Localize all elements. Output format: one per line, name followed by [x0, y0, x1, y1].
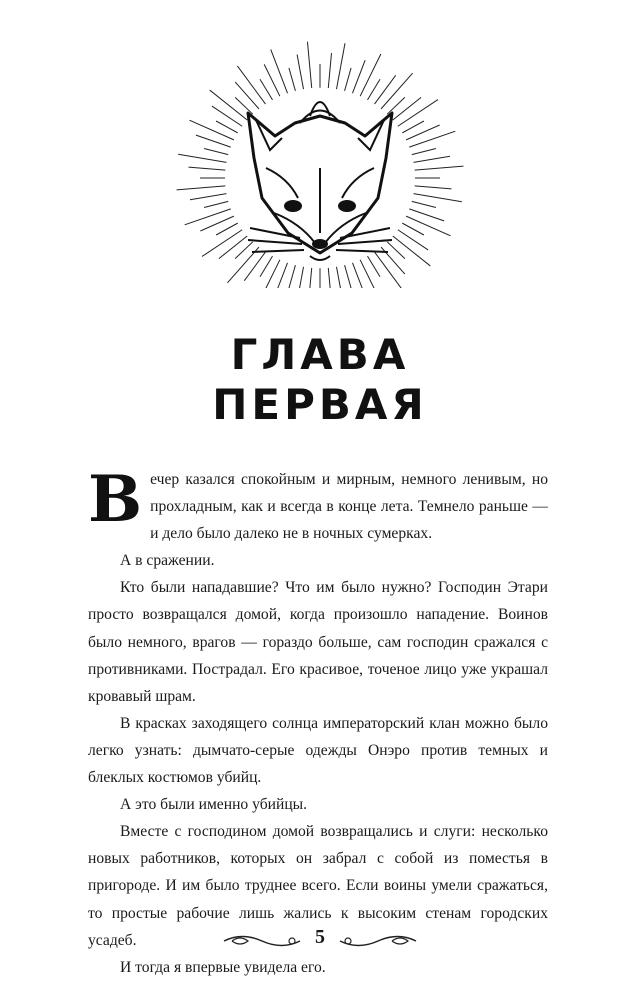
sunburst-ray: [415, 166, 464, 170]
sunburst-ray: [235, 82, 259, 109]
sunburst-ray: [271, 49, 288, 93]
fox-head-icon: [170, 28, 470, 288]
sunburst-ray: [398, 230, 428, 250]
sunburst-ray: [360, 260, 376, 288]
sunburst-ray: [381, 73, 412, 109]
sunburst-ray: [402, 121, 424, 133]
sunburst-ray: [307, 42, 311, 88]
sunburst-ray: [210, 90, 248, 120]
sunburst-ray: [235, 242, 253, 259]
paragraph-3: Кто были нападавшие? Что им было нужно? Господин Этари просто возвращался домой, когда произошло нападение. Воинов было немного, врагов — гораздо больше, сам господин сражался с противниками. Пострадал. Его красивое, точеное лицо уже украшал кровавый шрам.: [88, 579, 548, 705]
sunburst-ray: [387, 242, 405, 259]
sunburst-ray: [409, 131, 455, 147]
sunburst-ray: [412, 201, 436, 207]
sunburst-ray: [289, 265, 295, 288]
sunburst-ray: [374, 252, 402, 288]
paragraph-7: И тогда я впервые увидела его.: [120, 958, 326, 976]
sunburst-ray: [402, 223, 424, 235]
sunburst-ray: [360, 54, 381, 96]
sunburst-ray: [260, 256, 273, 277]
sunburst-ray: [328, 268, 332, 288]
sunburst-ray: [414, 194, 462, 202]
sunburst-ray: [212, 106, 242, 126]
paragraph-4: В красках заходящего солнца императорский клан можно было легко узнать: дымчато-серые одежды Онэро против темных и блеклых костюмов убийц.: [88, 714, 548, 787]
sunburst-ray: [264, 64, 280, 96]
sunburst-ray: [244, 252, 265, 281]
sunburst-ray: [178, 154, 226, 162]
sunburst-ray: [409, 209, 444, 221]
chapter-title-line1: ГЛАВА: [230, 330, 410, 379]
sunburst-ray: [393, 97, 421, 120]
sunburst-ray: [393, 236, 431, 266]
paragraph-1: Вечер казался спокойным и мирным, немного ленивым, но прохладным, как и всегда в конце лета. Темнело раньше — и дело было далеко не в ночных сумерках.: [88, 462, 548, 543]
sunburst-ray: [414, 156, 450, 162]
sunburst-ray: [190, 194, 226, 200]
sunburst-ray: [196, 135, 231, 147]
sunburst-ray: [204, 148, 228, 154]
sunburst-ray: [336, 43, 345, 89]
sunburst-ray: [352, 263, 369, 288]
sunburst-ray: [189, 120, 233, 140]
sunburst-ray: [345, 265, 351, 288]
sunburst-ray: [406, 216, 450, 236]
sunburst-ray: [308, 268, 311, 288]
sunburst-ray: [415, 186, 452, 189]
sunburst-ray: [412, 148, 436, 154]
paragraph-6: Вместе с господином домой возвращались и слуги: несколько новых работников, которых он забрал с собой из поместья в пригороде. И им было труднее всего. Если воины умели сражаться, то простые рабочие лишь жались к высоким стенам городских усадеб.: [88, 823, 548, 949]
sunburst-ray: [297, 55, 303, 90]
sunburst-ray: [336, 267, 342, 288]
sunburst-ray: [368, 256, 381, 277]
sunburst-ray: [189, 167, 226, 170]
sunburst-ray: [406, 125, 440, 140]
ornament-right-icon: [338, 930, 418, 952]
sunburst-ray: [219, 236, 247, 259]
sunburst-ray: [387, 97, 405, 114]
sunburst-ray: [345, 68, 351, 91]
ornament-left-icon: [222, 930, 302, 952]
sunburst-ray: [398, 100, 438, 127]
sunburst-ray: [204, 201, 228, 207]
sunburst-ray: [185, 209, 231, 225]
sunburst-ray: [368, 79, 381, 100]
sunburst-ray: [260, 79, 273, 100]
sunburst-ray: [177, 186, 226, 190]
sunburst-ray: [235, 97, 253, 114]
sunburst-ray: [295, 267, 304, 288]
sunburst-ray: [289, 68, 295, 91]
sunburst-ray: [328, 53, 331, 88]
sunburst-ray: [216, 121, 238, 133]
paragraph-5: А это были именно убийцы.: [120, 796, 308, 814]
sunburst-ray: [237, 66, 265, 104]
sunburst-ray: [200, 216, 234, 231]
paragraph-2: А в сражении.: [120, 552, 215, 570]
chapter-title-line2: ПЕРВАЯ: [212, 380, 428, 429]
drop-cap: В: [88, 462, 143, 537]
sunburst-ray: [202, 230, 242, 257]
sunburst-ray: [374, 75, 395, 104]
page-number: 5: [315, 926, 325, 948]
sunburst-ray: [352, 60, 365, 93]
sunburst-ray: [216, 223, 238, 235]
chapter-text: [88, 462, 548, 981]
